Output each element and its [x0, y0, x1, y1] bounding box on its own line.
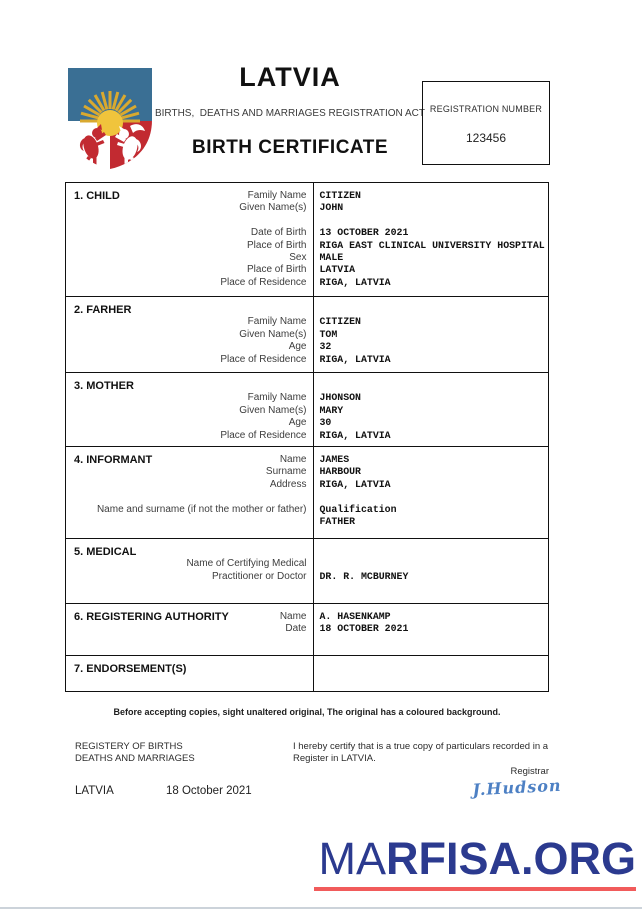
certificate-table	[65, 182, 549, 692]
section-row-informant	[66, 446, 548, 538]
field-value: LATVIA	[319, 264, 356, 276]
section-row-endorsements	[66, 655, 548, 691]
section-title-medical: 5. MEDICAL	[74, 546, 137, 559]
field-value: HARBOUR	[319, 466, 361, 478]
registrar-signature: J.Hudson	[471, 775, 563, 800]
bottom-divider	[0, 907, 642, 909]
field-value: JHONSON	[319, 392, 361, 404]
footer-place: LATVIA	[75, 785, 114, 797]
section-title-registering-authority: 6. REGISTERING AUTHORITY	[74, 611, 229, 624]
section-row-child	[66, 183, 548, 296]
brand-suffix: RFISA.ORG	[385, 833, 636, 884]
field-label: Place of Residence	[220, 429, 307, 441]
field-label: Place of Birth	[247, 239, 307, 251]
registry-line1: REGISTERY OF BIRTHS	[75, 741, 183, 752]
act-subtitle: BIRTHS, DEATHS AND MARRIAGES REGISTRATION ACT	[154, 108, 426, 119]
field-value: A. HASENKAMP	[319, 611, 391, 623]
field-value: 30	[319, 417, 332, 429]
brand-underline	[314, 887, 636, 891]
field-value: RIGA, LATVIA	[319, 478, 391, 490]
field-value: MALE	[319, 252, 344, 264]
field-value: RIGA, LATVIA	[319, 353, 391, 365]
field-label: Name and surname (if not the mother or father)	[96, 503, 307, 515]
field-label: Name of Certifying Medical	[186, 558, 307, 570]
field-label: Sex	[289, 252, 307, 264]
field-value: 18 OCTOBER 2021	[319, 623, 409, 635]
registration-number-label: REGISTRATION NUMBER	[429, 104, 543, 114]
brand-prefix: MA	[318, 833, 386, 884]
section-title-father: 2. FARHER	[74, 304, 132, 316]
section-title-child: 1. CHILD	[74, 190, 120, 202]
document-title: BIRTH CERTIFICATE	[191, 137, 389, 158]
field-label: Address	[269, 478, 307, 490]
section-title-endorsements: 7. ENDORSEMENT(S)	[74, 663, 187, 676]
field-value: CITIZEN	[319, 190, 361, 201]
registry-block	[75, 741, 195, 765]
latvia-coat-of-arms	[64, 66, 156, 172]
field-label: Date of Birth	[250, 227, 307, 239]
field-label: Age	[288, 417, 307, 429]
field-value	[320, 558, 549, 570]
field-label: Family Name	[247, 190, 307, 201]
field-value: RIGA, LATVIA	[319, 276, 391, 288]
country-title: LATVIA	[239, 62, 341, 92]
field-label: Given Name(s)	[239, 404, 307, 416]
registrar-label: Registrar	[510, 766, 549, 777]
field-value: CITIZEN	[319, 316, 361, 328]
field-label: Name	[279, 454, 307, 466]
section-row-father	[66, 296, 548, 372]
field-value	[320, 215, 549, 227]
field-value	[320, 380, 549, 392]
field-value: 13 OCTOBER 2021	[319, 227, 409, 239]
field-label: Family Name	[247, 316, 307, 328]
field-value: JOHN	[319, 202, 344, 214]
field-value: Qualification	[319, 503, 397, 515]
registry-line2: DEATHS AND MARRIAGES	[75, 753, 195, 764]
field-label: Practitioner or Doctor	[212, 570, 307, 582]
field-value: 32	[319, 341, 332, 353]
field-label: Family Name	[247, 392, 307, 404]
field-label	[74, 491, 307, 503]
brand-logo	[280, 833, 636, 884]
registration-number-box	[422, 81, 550, 165]
copy-notice: Before accepting copies, sight unaltered original, The original has a coloured background.	[113, 707, 501, 717]
section-row-mother	[66, 372, 548, 446]
field-label: Place of Residence	[220, 276, 307, 288]
certify-statement: I hereby certify that is a true copy of particulars recorded in a Register in LATVIA.	[293, 741, 549, 764]
registration-number-value: 123456	[465, 131, 507, 145]
field-label: Place of Birth	[247, 264, 307, 276]
section-title-informant: 4. INFORMANT	[74, 454, 153, 467]
field-value: MARY	[319, 404, 344, 416]
field-value: RIGA EAST CLINICAL UNIVERSITY HOSPITAL	[319, 239, 545, 251]
field-value: JAMES	[319, 454, 350, 466]
field-value	[320, 304, 549, 316]
section-row-medical	[66, 538, 548, 603]
section-row-registering-authority	[66, 603, 548, 655]
coat-of-arms-svg	[64, 66, 156, 172]
field-value: TOM	[319, 328, 338, 340]
field-value: FATHER	[319, 516, 356, 528]
field-value	[320, 546, 549, 558]
section-title-mother: 3. MOTHER	[74, 380, 134, 392]
field-label: Name	[279, 611, 307, 623]
field-label: Given Name(s)	[239, 328, 307, 340]
field-label: Date	[285, 623, 307, 635]
field-value: RIGA, LATVIA	[319, 429, 391, 441]
field-label	[74, 215, 307, 227]
field-value: DR. R. MCBURNEY	[319, 570, 409, 582]
footer-date: 18 October 2021	[166, 785, 252, 797]
field-label: Age	[288, 341, 307, 353]
field-label: Given Name(s)	[239, 202, 307, 214]
field-value	[320, 491, 549, 503]
field-label: Surname	[265, 466, 307, 478]
field-label: Place of Residence	[220, 353, 307, 365]
